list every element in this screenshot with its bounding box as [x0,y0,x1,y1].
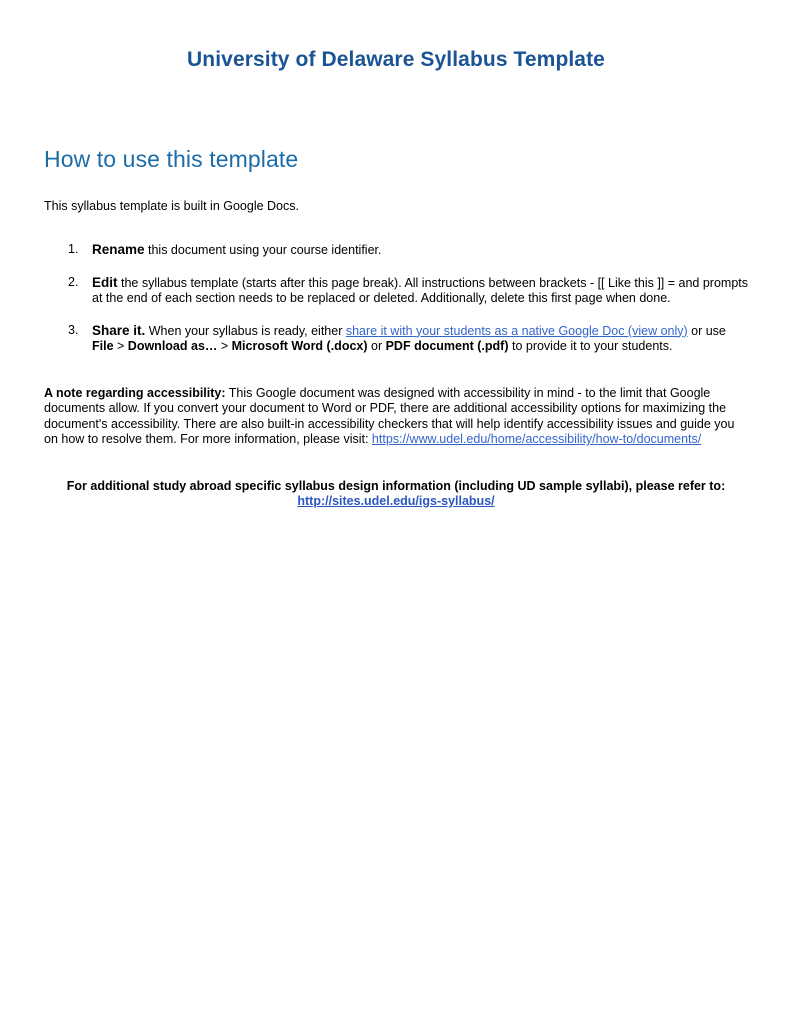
format-conjunction: or [367,339,386,353]
step-lead-rename: Rename [92,242,145,257]
page-title: University of Delaware Syllabus Template [187,48,605,71]
accessibility-note-body: This Google document was designed with accessibility in mind - to the limit that Google documents allow. If you convert your document to Word or PDF, there are additional accessibility options for maximizing the document's accessibility. There are also built-in accessibility checkers that will help identify accessibility issues and guide you on how to resolve them. For more information, please visit: [44,385,735,446]
accessibility-note-lead: A note regarding accessibility: [44,385,226,400]
accessibility-documentation-link[interactable]: https://www.udel.edu/home/accessibility/how-to/documents/ [371,432,702,446]
intro-paragraph: This syllabus template is built in Google Docs. [44,199,299,213]
steps-list [44,214,748,355]
document-content [44,0,748,510]
format-label-word: Microsoft Word (.docx) [231,339,368,353]
step-lead-share: Share it. [92,322,146,338]
menu-label-download-as: Download as… [127,339,218,353]
study-abroad-link-wrapper [44,494,748,510]
step-text-share-after-link-1: or use [687,323,726,338]
study-abroad-note [44,448,748,510]
step-text-rename: this document using your course identifier. [144,243,382,257]
menu-separator-1: > [113,339,128,353]
list-item-edit [44,275,748,307]
step-text-share-after-link-2: to provide it to your students. [508,339,673,353]
list-item-share [44,323,748,355]
share-google-doc-link[interactable]: share it with your students as a native Google Doc (view only) [345,323,688,338]
menu-separator-2: > [217,339,232,353]
menu-label-file: File [92,339,114,353]
igs-syllabus-link[interactable]: http://sites.udel.edu/igs-syllabus/ [297,494,495,508]
format-label-pdf: PDF document (.pdf) [385,339,509,353]
step-text-edit: the syllabus template (starts after this page break). All instructions between brackets - [[ Like this ]] = and prompts at the end of each section needs to be replaced or deleted. Additionally, delete this first page when done. [92,275,749,305]
section-heading: How to use this template [44,146,299,172]
list-item-rename [44,242,748,259]
step-text-share-before-link: When your syllabus is ready, either [145,323,346,338]
accessibility-note [44,355,748,448]
step-lead-edit: Edit [92,274,118,290]
study-abroad-note-text: For additional study abroad specific syllabus design information (including UD sample syllabi), please refer to: [66,478,726,493]
